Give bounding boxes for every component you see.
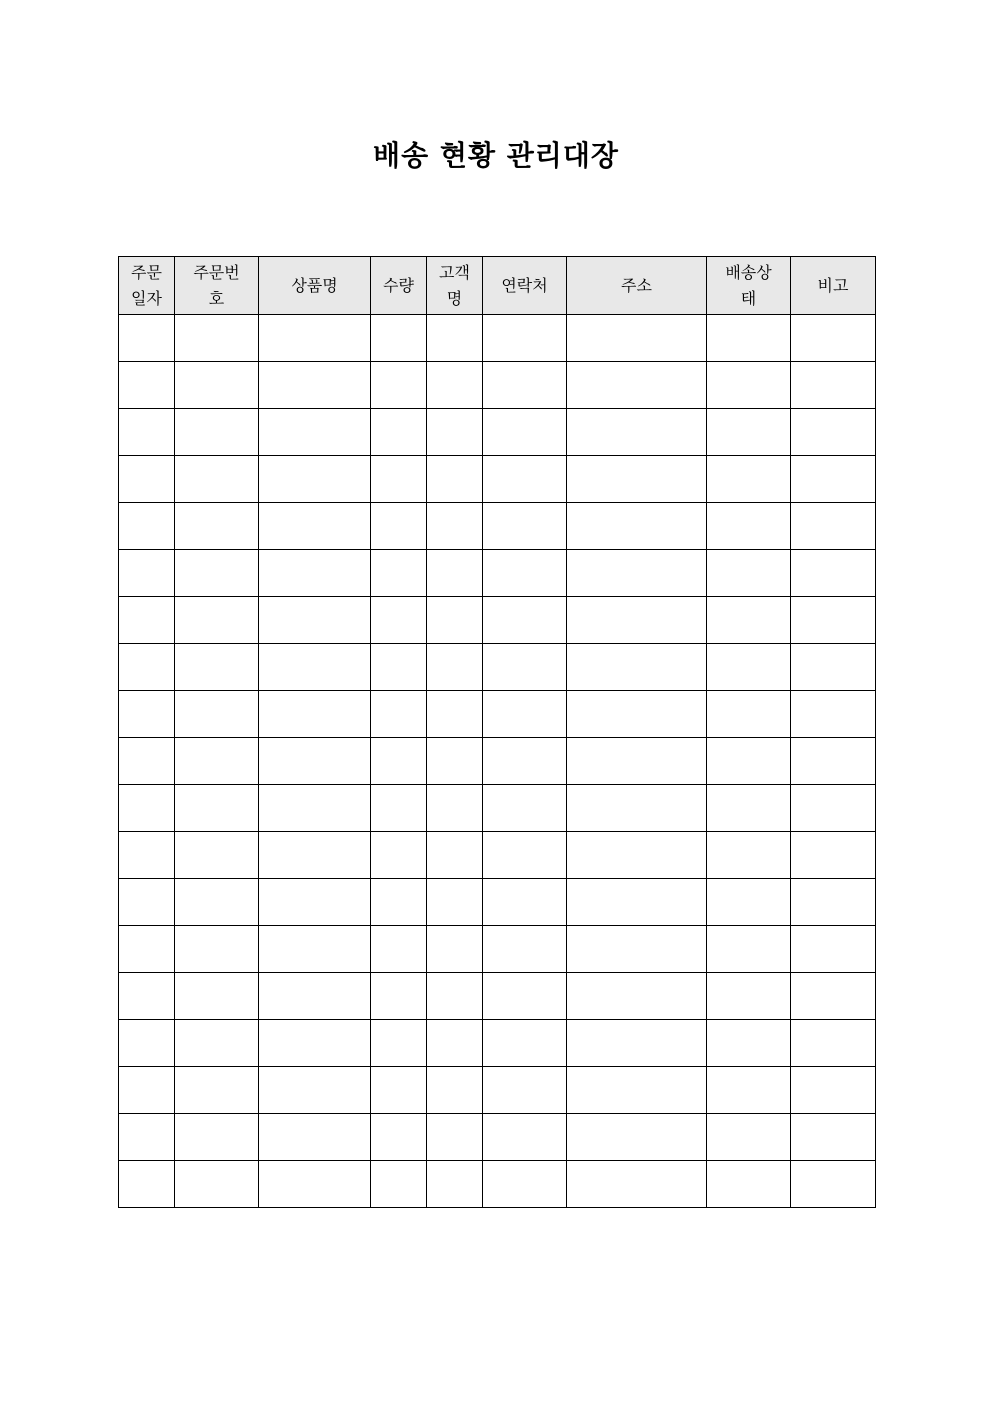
table-cell[interactable]: [371, 1114, 427, 1161]
table-cell[interactable]: [483, 785, 567, 832]
table-body: [119, 315, 876, 1208]
table-cell[interactable]: [791, 832, 876, 879]
header-remarks-label: 비고: [817, 275, 849, 295]
table-row: [119, 409, 876, 456]
table-cell[interactable]: [427, 1020, 483, 1067]
table-cell[interactable]: [791, 503, 876, 550]
table-cell[interactable]: [119, 456, 175, 503]
table-cell[interactable]: [791, 550, 876, 597]
table-cell[interactable]: [427, 409, 483, 456]
header-product-name: [259, 257, 371, 315]
table-cell[interactable]: [791, 1161, 876, 1208]
table-cell[interactable]: [427, 362, 483, 409]
table-cell[interactable]: [119, 832, 175, 879]
table-cell[interactable]: [707, 644, 791, 691]
table-cell[interactable]: [427, 456, 483, 503]
table-cell[interactable]: [567, 973, 707, 1020]
table-cell[interactable]: [427, 832, 483, 879]
table-cell[interactable]: [259, 644, 371, 691]
table-cell[interactable]: [119, 503, 175, 550]
table-cell[interactable]: [707, 315, 791, 362]
table-cell[interactable]: [791, 362, 876, 409]
table-cell[interactable]: [259, 362, 371, 409]
table-cell[interactable]: [259, 973, 371, 1020]
table-cell[interactable]: [791, 1114, 876, 1161]
table-cell[interactable]: [707, 362, 791, 409]
table-cell[interactable]: [259, 456, 371, 503]
table-cell[interactable]: [259, 738, 371, 785]
table-row: [119, 785, 876, 832]
header-delivery-status: [707, 257, 791, 315]
table-cell[interactable]: [371, 503, 427, 550]
table-cell[interactable]: [427, 644, 483, 691]
header-quantity: [371, 257, 427, 315]
table-cell[interactable]: [707, 1114, 791, 1161]
table-cell[interactable]: [175, 1161, 259, 1208]
table-cell[interactable]: [567, 597, 707, 644]
table-cell[interactable]: [483, 691, 567, 738]
table-cell[interactable]: [483, 1067, 567, 1114]
table-cell[interactable]: [371, 456, 427, 503]
header-order-number-line2: 호: [208, 288, 225, 308]
table-row: [119, 1067, 876, 1114]
table-cell[interactable]: [567, 926, 707, 973]
table-cell[interactable]: [483, 315, 567, 362]
table-cell[interactable]: [567, 362, 707, 409]
header-contact-label: 연락처: [501, 275, 548, 295]
table-cell[interactable]: [567, 785, 707, 832]
table-cell[interactable]: [483, 503, 567, 550]
table-cell[interactable]: [371, 409, 427, 456]
table-cell[interactable]: [175, 409, 259, 456]
table-cell[interactable]: [371, 738, 427, 785]
table-cell[interactable]: [707, 691, 791, 738]
header-delivery-status-line2: 태: [740, 288, 757, 308]
table-cell[interactable]: [175, 550, 259, 597]
header-customer-name: [427, 257, 483, 315]
header-address-label: 주소: [621, 275, 652, 295]
table-cell[interactable]: [707, 1020, 791, 1067]
table-cell[interactable]: [371, 550, 427, 597]
table-cell[interactable]: [259, 409, 371, 456]
header-order-number-line1: 주문번: [193, 262, 240, 282]
table-cell[interactable]: [483, 362, 567, 409]
table-cell[interactable]: [175, 644, 259, 691]
header-row: [119, 257, 876, 315]
table-row: [119, 644, 876, 691]
table-cell[interactable]: [707, 597, 791, 644]
table-cell[interactable]: [175, 926, 259, 973]
table-cell[interactable]: [791, 973, 876, 1020]
table-cell[interactable]: [119, 785, 175, 832]
table-cell[interactable]: [175, 691, 259, 738]
table-cell[interactable]: [175, 1067, 259, 1114]
table-cell[interactable]: [259, 1161, 371, 1208]
table-cell[interactable]: [175, 879, 259, 926]
table-cell[interactable]: [371, 597, 427, 644]
table-row: [119, 1020, 876, 1067]
table-cell[interactable]: [175, 832, 259, 879]
header-customer-name-line2: 명: [446, 288, 463, 308]
table-cell[interactable]: [119, 1114, 175, 1161]
table-row: [119, 1161, 876, 1208]
table-cell[interactable]: [427, 973, 483, 1020]
table-row: [119, 1114, 876, 1161]
table-cell[interactable]: [427, 1067, 483, 1114]
table-cell[interactable]: [175, 738, 259, 785]
table-cell[interactable]: [259, 1114, 371, 1161]
header-customer-name-line1: 고객: [439, 262, 470, 282]
table-cell[interactable]: [119, 362, 175, 409]
table-cell[interactable]: [483, 597, 567, 644]
header-order-date-line1: 주문: [131, 262, 162, 282]
header-contact: [483, 257, 567, 315]
table-cell[interactable]: [707, 973, 791, 1020]
table-cell[interactable]: [371, 785, 427, 832]
table-cell[interactable]: [567, 1114, 707, 1161]
table-cell[interactable]: [567, 738, 707, 785]
header-order-date-line2: 일자: [131, 288, 162, 308]
table-cell[interactable]: [707, 738, 791, 785]
table-cell[interactable]: [427, 926, 483, 973]
table-cell[interactable]: [371, 691, 427, 738]
table-row: [119, 691, 876, 738]
table-cell[interactable]: [371, 362, 427, 409]
table-cell[interactable]: [259, 503, 371, 550]
table-cell[interactable]: [427, 550, 483, 597]
table-cell[interactable]: [791, 597, 876, 644]
header-address: [567, 257, 707, 315]
table-cell[interactable]: [791, 926, 876, 973]
table-cell[interactable]: [371, 315, 427, 362]
table-cell[interactable]: [259, 785, 371, 832]
table-cell[interactable]: [371, 1067, 427, 1114]
table-cell[interactable]: [175, 503, 259, 550]
table-cell[interactable]: [119, 409, 175, 456]
table-cell[interactable]: [483, 409, 567, 456]
table-cell[interactable]: [119, 597, 175, 644]
table-cell[interactable]: [791, 691, 876, 738]
document-title: 배송 현황 관리대장: [373, 139, 619, 172]
table-cell[interactable]: [119, 1067, 175, 1114]
table-cell[interactable]: [791, 1020, 876, 1067]
table-row: [119, 315, 876, 362]
table-cell[interactable]: [427, 691, 483, 738]
table-cell[interactable]: [483, 926, 567, 973]
table-cell[interactable]: [259, 926, 371, 973]
table-cell[interactable]: [259, 1067, 371, 1114]
table-cell[interactable]: [707, 550, 791, 597]
table-cell[interactable]: [119, 550, 175, 597]
table-row: [119, 832, 876, 879]
table-cell[interactable]: [567, 503, 707, 550]
table-row: [119, 738, 876, 785]
table-cell[interactable]: [259, 597, 371, 644]
table-cell[interactable]: [567, 1161, 707, 1208]
header-order-number: [175, 257, 259, 315]
header-quantity-label: 수량: [383, 275, 414, 295]
table-cell[interactable]: [791, 785, 876, 832]
header-order-date: [119, 257, 175, 315]
table-cell[interactable]: [567, 691, 707, 738]
table-cell[interactable]: [483, 1114, 567, 1161]
table-row: [119, 362, 876, 409]
table-cell[interactable]: [707, 832, 791, 879]
table-cell[interactable]: [119, 644, 175, 691]
table-cell[interactable]: [371, 1020, 427, 1067]
table-cell[interactable]: [567, 1067, 707, 1114]
table-cell[interactable]: [259, 691, 371, 738]
table-cell[interactable]: [483, 832, 567, 879]
table-cell[interactable]: [567, 832, 707, 879]
table-cell[interactable]: [567, 879, 707, 926]
table-cell[interactable]: [707, 879, 791, 926]
table-cell[interactable]: [119, 691, 175, 738]
table-cell[interactable]: [483, 973, 567, 1020]
table-cell[interactable]: [175, 597, 259, 644]
table-cell[interactable]: [427, 315, 483, 362]
table-cell[interactable]: [567, 550, 707, 597]
table-cell[interactable]: [371, 973, 427, 1020]
table-cell[interactable]: [791, 315, 876, 362]
table-cell[interactable]: [371, 832, 427, 879]
table-cell[interactable]: [427, 503, 483, 550]
table-cell[interactable]: [119, 1020, 175, 1067]
table-row: [119, 926, 876, 973]
table-cell[interactable]: [119, 738, 175, 785]
table-cell[interactable]: [483, 1020, 567, 1067]
delivery-ledger-table: [118, 256, 876, 1208]
table-cell[interactable]: [791, 879, 876, 926]
table-cell[interactable]: [791, 456, 876, 503]
table-cell[interactable]: [371, 1161, 427, 1208]
table-cell[interactable]: [707, 926, 791, 973]
table-cell[interactable]: [119, 1161, 175, 1208]
table-cell[interactable]: [567, 456, 707, 503]
table-cell[interactable]: [567, 1020, 707, 1067]
table-cell[interactable]: [483, 456, 567, 503]
table-cell[interactable]: [371, 644, 427, 691]
table-cell[interactable]: [791, 644, 876, 691]
table-cell[interactable]: [791, 409, 876, 456]
table-cell[interactable]: [707, 785, 791, 832]
table-cell[interactable]: [483, 550, 567, 597]
table-row: [119, 550, 876, 597]
table-cell[interactable]: [259, 832, 371, 879]
table-cell[interactable]: [707, 456, 791, 503]
table-row: [119, 879, 876, 926]
table-cell[interactable]: [567, 315, 707, 362]
table-cell[interactable]: [371, 879, 427, 926]
table-cell[interactable]: [119, 879, 175, 926]
table-cell[interactable]: [483, 644, 567, 691]
table-cell[interactable]: [427, 785, 483, 832]
table-row: [119, 597, 876, 644]
table-cell[interactable]: [427, 1161, 483, 1208]
table-cell[interactable]: [707, 409, 791, 456]
table-cell[interactable]: [175, 315, 259, 362]
header-product-name-label: 상품명: [291, 275, 338, 295]
table-cell[interactable]: [567, 409, 707, 456]
table-cell[interactable]: [175, 973, 259, 1020]
header-delivery-status-line1: 배송상: [725, 262, 772, 282]
table-cell[interactable]: [175, 1114, 259, 1161]
table-cell[interactable]: [119, 315, 175, 362]
table-cell[interactable]: [119, 926, 175, 973]
table-cell[interactable]: [427, 879, 483, 926]
table-cell[interactable]: [175, 362, 259, 409]
table-cell[interactable]: [427, 738, 483, 785]
table-cell[interactable]: [119, 973, 175, 1020]
table-cell[interactable]: [707, 503, 791, 550]
table-cell[interactable]: [707, 1161, 791, 1208]
header-remarks: [791, 257, 876, 315]
table-cell[interactable]: [175, 456, 259, 503]
table-cell[interactable]: [427, 597, 483, 644]
table-cell[interactable]: [483, 1161, 567, 1208]
table-cell[interactable]: [427, 1114, 483, 1161]
table-row: [119, 973, 876, 1020]
table-cell[interactable]: [259, 879, 371, 926]
table-cell[interactable]: [259, 1020, 371, 1067]
table-cell[interactable]: [175, 785, 259, 832]
table-cell[interactable]: [259, 315, 371, 362]
table-cell[interactable]: [791, 1067, 876, 1114]
table-cell[interactable]: [567, 644, 707, 691]
table-cell[interactable]: [707, 1067, 791, 1114]
table-cell[interactable]: [483, 879, 567, 926]
table-row: [119, 456, 876, 503]
table-cell[interactable]: [371, 926, 427, 973]
table-cell[interactable]: [175, 1020, 259, 1067]
table-cell[interactable]: [791, 738, 876, 785]
table-cell[interactable]: [259, 550, 371, 597]
table-cell[interactable]: [483, 738, 567, 785]
table-row: [119, 503, 876, 550]
